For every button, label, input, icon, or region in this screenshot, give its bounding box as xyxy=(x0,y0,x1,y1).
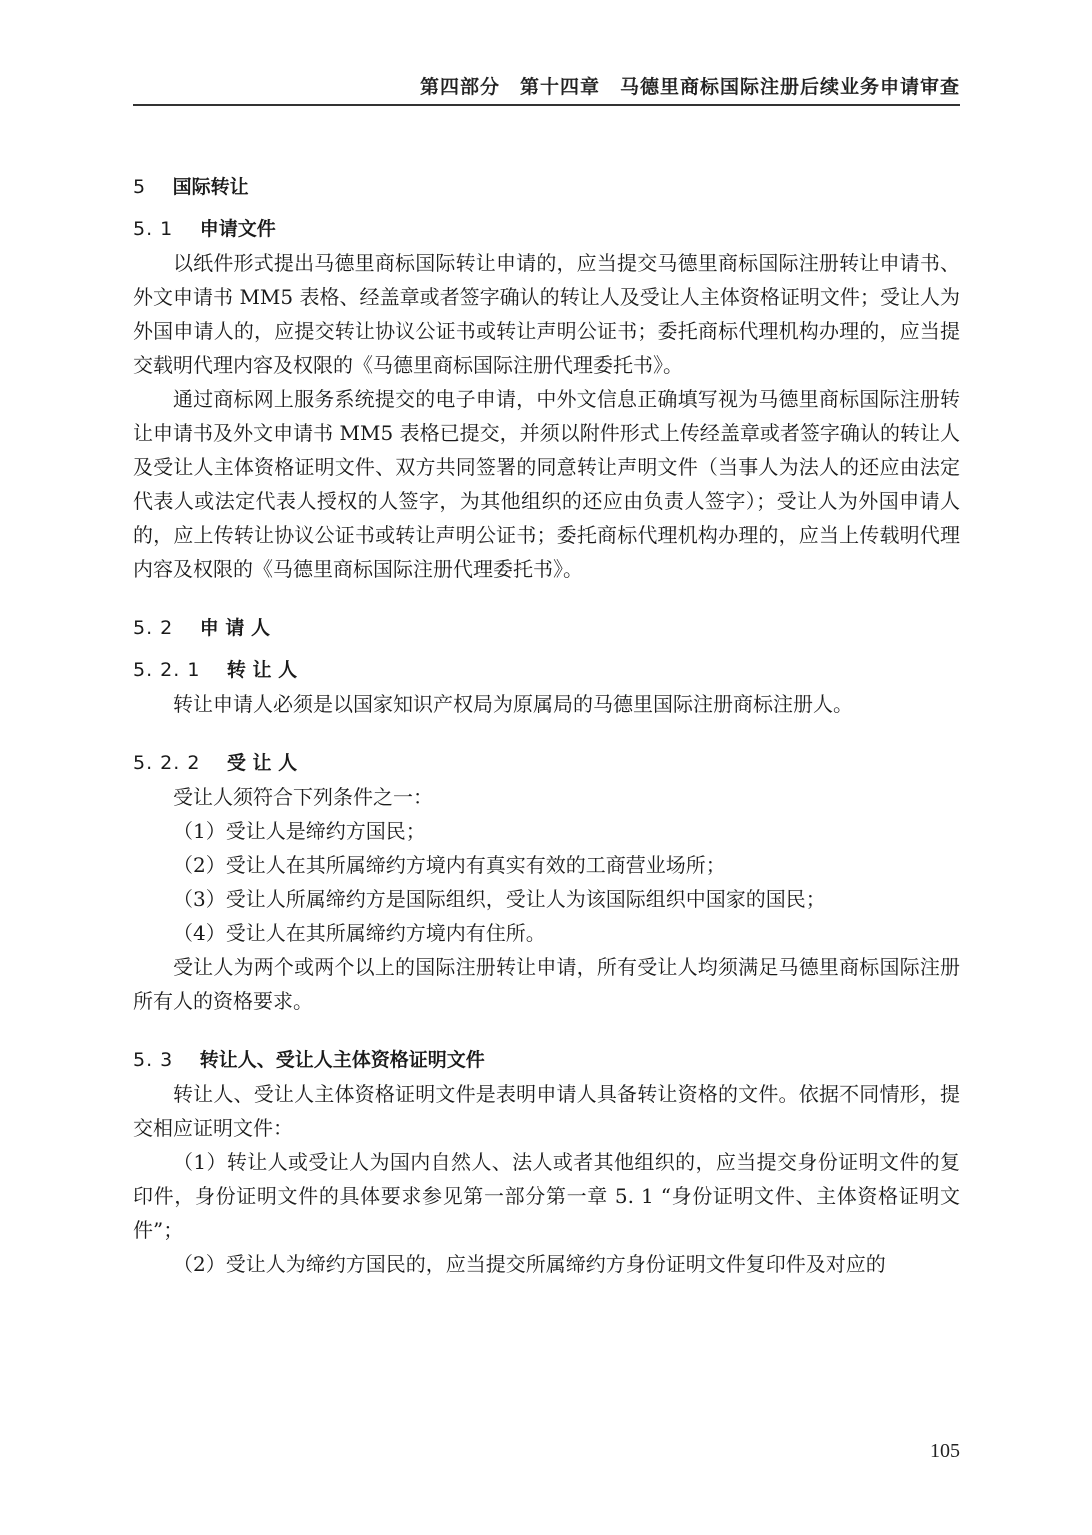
section-heading-5-2-1 xyxy=(133,653,960,687)
section-number: 5. 2 xyxy=(133,617,174,639)
section-heading-5 xyxy=(133,170,960,204)
section-number: 5. 3 xyxy=(133,1049,174,1071)
section-number: 5. 2. 2 xyxy=(133,752,201,774)
page-body xyxy=(133,170,960,1281)
list-item: （2）受让人在其所属缔约方境内有真实有效的工商营业场所； xyxy=(173,853,726,877)
paragraph: 以纸件形式提出马德里商标国际转让申请的，应当提交马德里商标国际注册转让申请书、外文申请书 MM5 表格、经盖章或者签字确认的转让人及受让人主体资格证明文件；受让人为外国申请人的，应提交转让协议公证书或转让声明公证书；委托商标代理机构办理的，应当提交载明代理内容及权限的《马德里商标国际注册代理委托书》。 xyxy=(133,251,960,377)
list-item: （3）受让人所属缔约方是国际组织，受让人为该国际组织中国家的国民； xyxy=(173,887,826,911)
paragraph: （2）受让人为缔约方国民的，应当提交所属缔约方身份证明文件复印件及对应的 xyxy=(173,1252,886,1276)
paragraph: 受让人须符合下列条件之一： xyxy=(173,785,433,809)
header-rule xyxy=(133,104,960,106)
section-heading-5-2-2 xyxy=(133,746,960,780)
section-number: 5 xyxy=(133,176,147,198)
list-item: （4）受让人在其所属缔约方境内有住所。 xyxy=(173,921,546,945)
section-number: 5. 2. 1 xyxy=(133,659,201,681)
section-title: 申 请 人 xyxy=(199,617,270,639)
paragraph: 转让申请人必须是以国家知识产权局为原属局的马德里国际注册商标注册人。 xyxy=(173,692,853,716)
paragraph: 转让人、受让人主体资格证明文件是表明申请人具备转让资格的文件。依据不同情形，提交相应证明文件： xyxy=(133,1082,960,1140)
page-number: 105 xyxy=(930,1440,960,1462)
paragraph: 受让人为两个或两个以上的国际注册转让申请，所有受让人均须满足马德里商标国际注册所有人的资格要求。 xyxy=(133,955,960,1013)
section-heading-5-3 xyxy=(133,1043,960,1077)
section-title: 转让人、受让人主体资格证明文件 xyxy=(199,1049,485,1071)
section-title: 申请文件 xyxy=(199,218,276,240)
section-title: 国际转让 xyxy=(172,176,249,198)
section-title: 受 让 人 xyxy=(226,752,298,774)
list-item: （1）受让人是缔约方国民； xyxy=(173,819,426,843)
section-number: 5. 1 xyxy=(133,218,174,240)
section-title: 转 让 人 xyxy=(226,659,298,681)
section-heading-5-2 xyxy=(133,611,960,645)
paragraph: （1）转让人或受让人为国内自然人、法人或者其他组织的，应当提交身份证明文件的复印件，身份证明文件的具体要求参见第一部分第一章 5. 1 “身份证明文件、主体资格证明文件”； xyxy=(133,1150,960,1242)
paragraph: 通过商标网上服务系统提交的电子申请，中外文信息正确填写视为马德里商标国际注册转让申请书及外文申请书 MM5 表格已提交，并须以附件形式上传经盖章或者签字确认的转让人及受让人主体资格证明文件、双方共同签署的同意转让声明文件（当事人为法人的还应由法定代表人或法定代表人授权的人签字，为其他组织的还应由负责人签字）；受让人为外国申请人的，应上传转让协议公证书或转让声明公证书；委托商标代理机构办理的，应当上传载明代理内容及权限的《马德里商标国际注册代理委托书》。 xyxy=(133,387,960,581)
section-heading-5-1 xyxy=(133,212,960,246)
running-header: 第四部分 第十四章 马德里商标国际注册后续业务申请审查 xyxy=(419,76,960,98)
